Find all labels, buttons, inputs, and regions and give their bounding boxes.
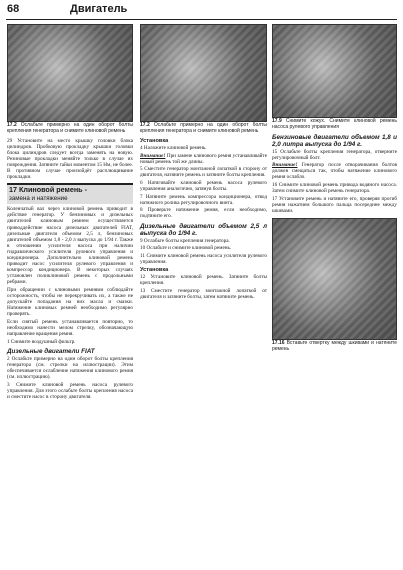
warning-note: Внимание! При замене клинового ремня устанавливайте новый ремень той же длины. — [140, 152, 268, 165]
paragraph: 2 Ослабьте примерно на один оборот болты крепления генератора (см. стрелки на иллюстрации). Этим обеспечивается ослабление натяжения клинового ремня (см. иллюстрацию). — [7, 355, 133, 381]
paragraph: При обращении с клиновыми ремнями соблюдайте осторожность, чтобы не перекручивать их, а также не допускайте попадания на них масла и смазки. Натяжение клиновых ремней необходимо регулярно проверять. — [7, 286, 133, 318]
engine-photo-4 — [272, 218, 397, 340]
header-rule — [6, 19, 397, 20]
subheading: Дизельные двигатели FIAT — [7, 347, 95, 355]
engine-photo-1 — [7, 24, 133, 122]
paragraph: 5 Сместите генератор монтажной лопаткой в сторону от двигателя, натяните ремень и затяните болты крепления. — [140, 166, 267, 179]
column-2 — [140, 24, 267, 302]
subheading: Бензиновые двигатели объемом 1,8 и 2,0 литра выпуска до 1/94 г. — [272, 133, 397, 148]
column-3 — [272, 24, 397, 356]
subheading: Установка — [140, 266, 169, 273]
subheading: Установка — [140, 137, 169, 144]
page-header — [0, 0, 403, 22]
paragraph: 11 Снимите клиновой ремень насоса усилителя рулевого управления. — [140, 252, 267, 265]
section-heading: 17 Клиновой ремень - замена и натяжение — [7, 183, 133, 204]
paragraph: 3 Снимите клиновой ремень насоса рулевого управления. Для этого ослабьте болты крепления насоса и сместите насос в сторону двигателя. — [7, 381, 133, 400]
paragraph: 7 Натяните ремень компрессора кондиционера, отвод натяжного ролика регулировочного винта. — [140, 193, 267, 206]
paragraph: Коленчатый вал через клиновой ремень приводит в действие генератор. У бензиновых и дизельных двигателей клиновым ремнем осуществляется приводдействие насоса дизельных двигателей FIAT, дизельные двигатели объемом 2,5 л, бензиновых двигателей объемом 1,8 - 2,0 л выпуска до 1/94 г. Также в отношении усилителя насоса при наличии гидравлического усилителя рулевого управления и кондиционера. Дополнительно клиновой ремень приводит насос усилителя рулевого управления и компрессор кондиционера. В некоторых случаях установлен поликлиновой ремень с продольными ребрами. — [7, 206, 133, 286]
photo-caption: 17.2 Ослабьте примерно на один оборот болты крепления генератора и снимите клиновой ремень — [7, 122, 133, 134]
paragraph: 13 Сместите генератор монтажной лопаткой от двигателя и затяните болты, затем натяните ремень. — [140, 288, 267, 301]
paragraph: 10 Ослабьте и снимите клиновой ремень. — [140, 245, 232, 252]
paragraph: 17 Установите ремень и натяните его, проверяя прогиб ремня нажатием большого пальца посередине между шкивами. — [272, 195, 397, 214]
paragraph: 8 Проверьте натяжение ремня, если необходимо, подтяните его. — [140, 207, 267, 220]
paragraph: 4 Наложите клиновой ремень. — [140, 145, 207, 151]
paragraph: 16 Снимите клиновой ремень привода водяного насоса. Затем снимите клиновой ремень генератора. — [272, 182, 397, 195]
chapter-title: Двигатель — [70, 3, 128, 15]
warning-note: Внимание! Генератор после отворачивания болтов должен смещаться так, чтобы натяжение клинового ремня ослабло. — [272, 162, 397, 181]
paragraph: Если снятый ремень устанавливается повторно, то необходимо нанести мелом стрелку, обозначающую направление вращения ремня. — [7, 318, 133, 338]
photo-caption: 17.16 Вставьте отвертку между шкивами и натяните ремень — [272, 340, 398, 352]
paragraph: 29 Установите на место крышку головки блока цилиндров. Пробковую прокладку крышки головки блока цилиндров следует всегда заменять на новую. Резиновые прокладки меняйте только в случае их повреждения. Затяните гайки моментом 15 Нм, не более. В противном случае произойдёт расплющивание прокладки. — [7, 137, 133, 181]
paragraph: 6 Натягивайте клиновой ремень насоса рулевого управления аналогично, затянув болты. — [140, 179, 267, 193]
engine-photo-3 — [272, 24, 397, 118]
paragraph: 9 Ослабьте болты крепления генератора. — [140, 237, 230, 244]
engine-photo-2 — [140, 24, 267, 122]
paragraph: 15 Ослабьте болты крепления генератора, отверните регулировочный болт. — [272, 148, 397, 161]
paragraph: 12 Установите клиновой ремень. Затяните болты крепления. — [140, 274, 267, 287]
photo-caption: 17.9 Снимите кожух. Снимите клиновой ремень насоса рулевого управления — [272, 118, 398, 130]
column-1 — [7, 24, 133, 401]
paragraph: 1 Снимите воздушный фильтр. — [7, 338, 76, 345]
subheading: Дизельные двигатели объемом 2,5 л выпуска до 1/94 г. — [140, 222, 267, 237]
page-number: 68 — [7, 3, 20, 15]
photo-caption: 17.2 Ослабьте примерно на один оборот болты крепления генератора и снимите клиновой ремень — [140, 122, 268, 134]
